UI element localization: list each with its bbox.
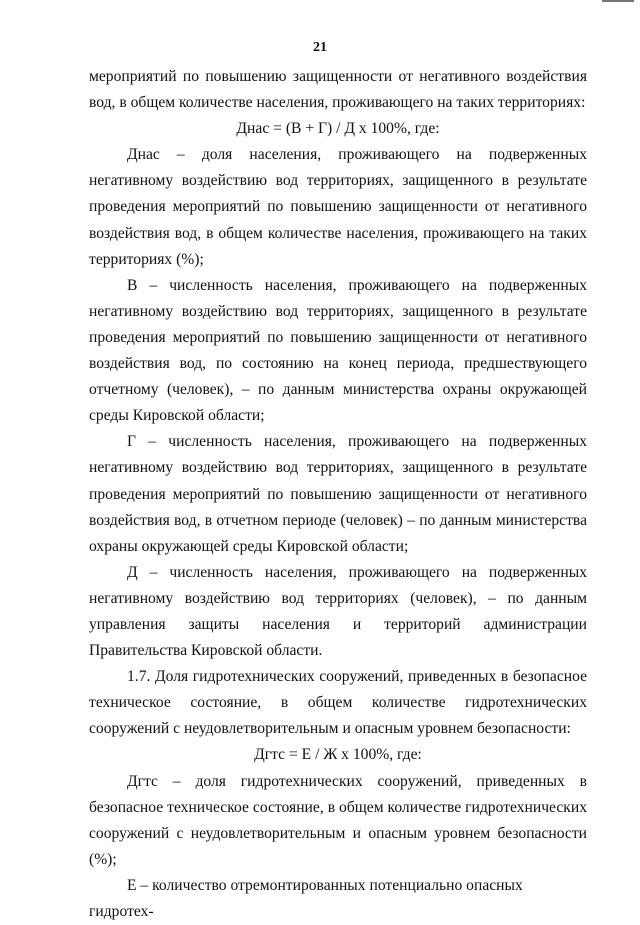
page-number: 21 (313, 40, 327, 55)
document-body (89, 64, 587, 925)
definition-d: Д – численность населения, проживающего на подверженных негативному воздействию вод территориях (человек), – по данным управления защиты населения и территорий администрации Правительства Кировской области. (89, 563, 587, 660)
definition-g: Г – численность населения, проживающего на подверженных негативному воздействию вод территориях, защищенного в результате проведения мероприятий по повышению защищенности от негативного воздействия вод, в отчетном периоде (человек) – по данным министерства охраны окружающей среды Кировской области; (89, 433, 587, 555)
paragraph-continuation: мероприятий по повышению защищенности от негативного воздействия вод, в общем количестве населения, проживающего на таких территориях: (89, 68, 587, 112)
definition-d-gts: Дгтс – доля гидротехнических сооружений, приведенных в безопасное техническое состояние, в общем количестве гидротехнических сооружений с неудовлетворительным и опасным уровнем безопасности (%); (89, 772, 587, 868)
formula-population-share: Днас = (В + Г) / Д х 100%, где: (236, 120, 440, 138)
formula-hydro-structures-share: Дгтс = Е / Ж х 100%, где: (254, 746, 422, 764)
definition-e: Е – количество отремонтированных потенциально опасных гидротех- (89, 876, 523, 920)
definition-v: В – численность населения, проживающего на подверженных негативному воздействию вод территориях, защищенного в результате проведения мероприятий по повышению защищенности от негативного воздействия вод, по состоянию на конец периода, предшествующего отчетному (человек), – по данным министерства охраны окружающей среды Кировской области; (89, 276, 587, 425)
scan-edge-mark (602, 0, 634, 2)
section-1-7: 1.7. Доля гидротехнических сооружений, приведенных в безопасное техническое состояние, в общем количестве гидротехнических сооружений с неудовлетворительным и опасным уровнем безопасности: (89, 668, 587, 738)
definition-d-nas: Днас – доля населения, проживающего на подверженных негативному воздействию вод территориях, защищенного в результате проведения мероприятий по повышению защищенности от негативного воздействия вод, в общем количестве населения, проживающего на таких территориях (%); (89, 146, 587, 268)
